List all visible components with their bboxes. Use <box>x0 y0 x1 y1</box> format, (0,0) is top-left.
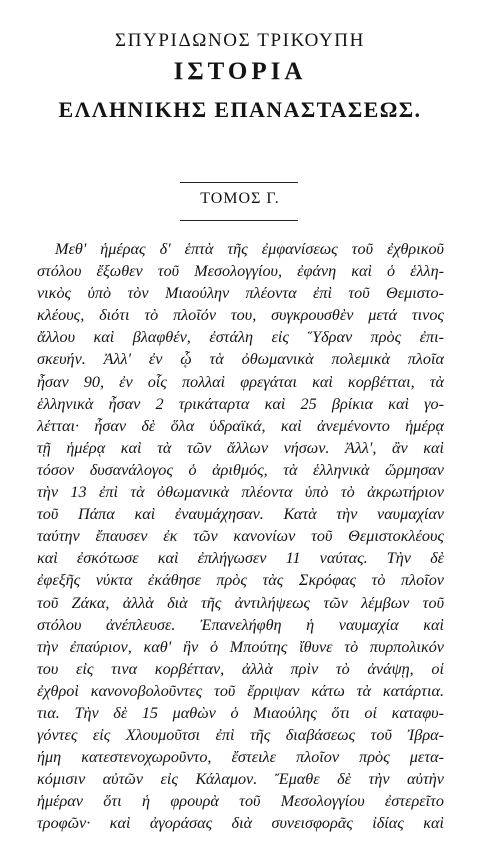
text-line: τὴν 13 ἐπὶ τὰ ὀθωμανικὰ πλέοντα ὑπὸ τὸ ἀκρωτήριον <box>37 483 444 502</box>
text-line: τοῦ Ζάκα, ἀλλὰ διὰ τῆς ἀντιλήψεως τῶν λέμβων τοῦ <box>37 593 444 612</box>
body-paragraph <box>37 238 444 835</box>
book-title: ΙΣΤΟΡΙΑ <box>173 58 307 85</box>
text-line: ἄλλου καὶ βλαφθέν, ἐστάλη εἰς Ὕδραν πρὸς ἐπι- <box>37 328 444 347</box>
text-line: ταύτην ἔπαυσεν ἐκ τῶν κανονίων τοῦ Θεμιστοκλέους <box>37 527 444 546</box>
text-line: στόλου ἀνέπλευσε. Ἐπανελήφθη ἡ ναυμαχία καὶ <box>37 615 444 634</box>
text-line: ἦσαν 90, ἐν οἷς πολλαὶ φρεγάται καὶ κορβέτται, τὰ <box>37 372 444 391</box>
text-line: κλέους, διότι τὸ πλοῖόν του, συγκρουσθὲν μετά τινος <box>37 306 444 325</box>
volume-heading: ΤΟΜΟΣ Γ. <box>200 190 280 207</box>
text-line: λέτται· ἦσαν δὲ ὅλα ὑδραϊκά, καὶ ἀνεμένοντο ἡμέρᾳ <box>37 416 444 435</box>
text-line: ἡμέραν ὅτι ἡ φρουρὰ τοῦ Μεσολογγίου ἐστερεῖτο <box>37 792 444 811</box>
text-line: γόντες εἰς Χλουμοῦτσι ἐπὶ τῆς διαβάσεως τοῦ Ἰβρα- <box>37 726 444 745</box>
text-line: ἐφεξῆς νύκτα ἐκάθησε πρὸς τὰς Σκρόφας τὸ πλοῖον <box>37 571 444 590</box>
text-line: σκευήν. Ἀλλ' ἐν ᾧ τὰ ὀθωμανικὰ πολεμικὰ πλοῖα <box>37 350 444 369</box>
text-line: νικὸς ὑπὸ τὸν Μιαούλην πλέοντα ἐπὶ τοῦ Θεμιστο- <box>37 284 444 303</box>
bottom-divider-rule <box>180 220 298 221</box>
text-line: ήμη κατεστενοχωροῦντο, ἔστειλε πλοῖον πρὸς μετα- <box>37 748 444 767</box>
book-subtitle: ΕΛΛΗΝΙΚΗΣ ΕΠΑΝΑΣΤΑΣΕΩΣ. <box>58 97 422 122</box>
author-heading: ΣΠΥΡΙΔΩΝΟΣ ΤΡΙΚΟΥΠΗ <box>115 30 365 51</box>
text-line: καὶ ἐσκότωσε καὶ ἐπλήγωσεν 11 ναύτας. Τὴν δὲ <box>37 549 444 568</box>
text-line: τὴν ἐπαύριον, καθ' ἣν ὁ Μπούτης ἴθυνε τὸ πυρπολικόν <box>37 637 444 656</box>
text-line: κόμισιν αὐτῶν εἰς Κάλαμον. Ἔμαθε δὲ τὴν αὐτὴν <box>37 770 444 789</box>
top-divider-rule <box>180 182 298 183</box>
text-line: στόλου ἔξωθεν τοῦ Μεσολογγίου, ἐφάνη καὶ ὁ ἑλλη- <box>37 262 444 281</box>
text-line: ἐχθροὶ κανονοβολοῦντες τοῦ ἔρριψαν κάτω τὰ κατάρτια. <box>37 681 444 700</box>
text-line: Μεθ' ἡμέρας δ' ἑπτὰ τῆς ἐμφανίσεως τοῦ ἐχθρικοῦ <box>55 240 444 258</box>
text-line: τῇ ἡμέρᾳ καὶ τὰ τῶν ἄλλων νήσων. Ἀλλ', ἂν καὶ <box>37 438 444 457</box>
text-line: του εἰς τινα κορβέτταν, ἀλλὰ πρὶν τὸ ἀνάψῃ, οἱ <box>37 659 444 678</box>
text-line: τια. Τὴν δὲ 15 μαθὼν ὁ Μιαούλης ὅτι οἱ καταφυ- <box>37 703 444 722</box>
text-line: τροφῶν· καὶ ἀγοράσας διὰ συνεισφορᾶς ἰδίας καὶ <box>37 814 444 833</box>
text-line: τόσον δυσανάλογος ὁ ἀριθμός, τὰ ἑλληνικὰ ὥρμησαν <box>37 460 444 479</box>
text-line: τοῦ Πάπα καὶ ἐναυμάχησαν. Κατὰ τὴν ναυμαχίαν <box>37 505 444 524</box>
text-line: ἑλληνικὰ ἦσαν 2 τρικάταρτα καὶ 25 βρίκια καὶ γο- <box>37 394 444 413</box>
